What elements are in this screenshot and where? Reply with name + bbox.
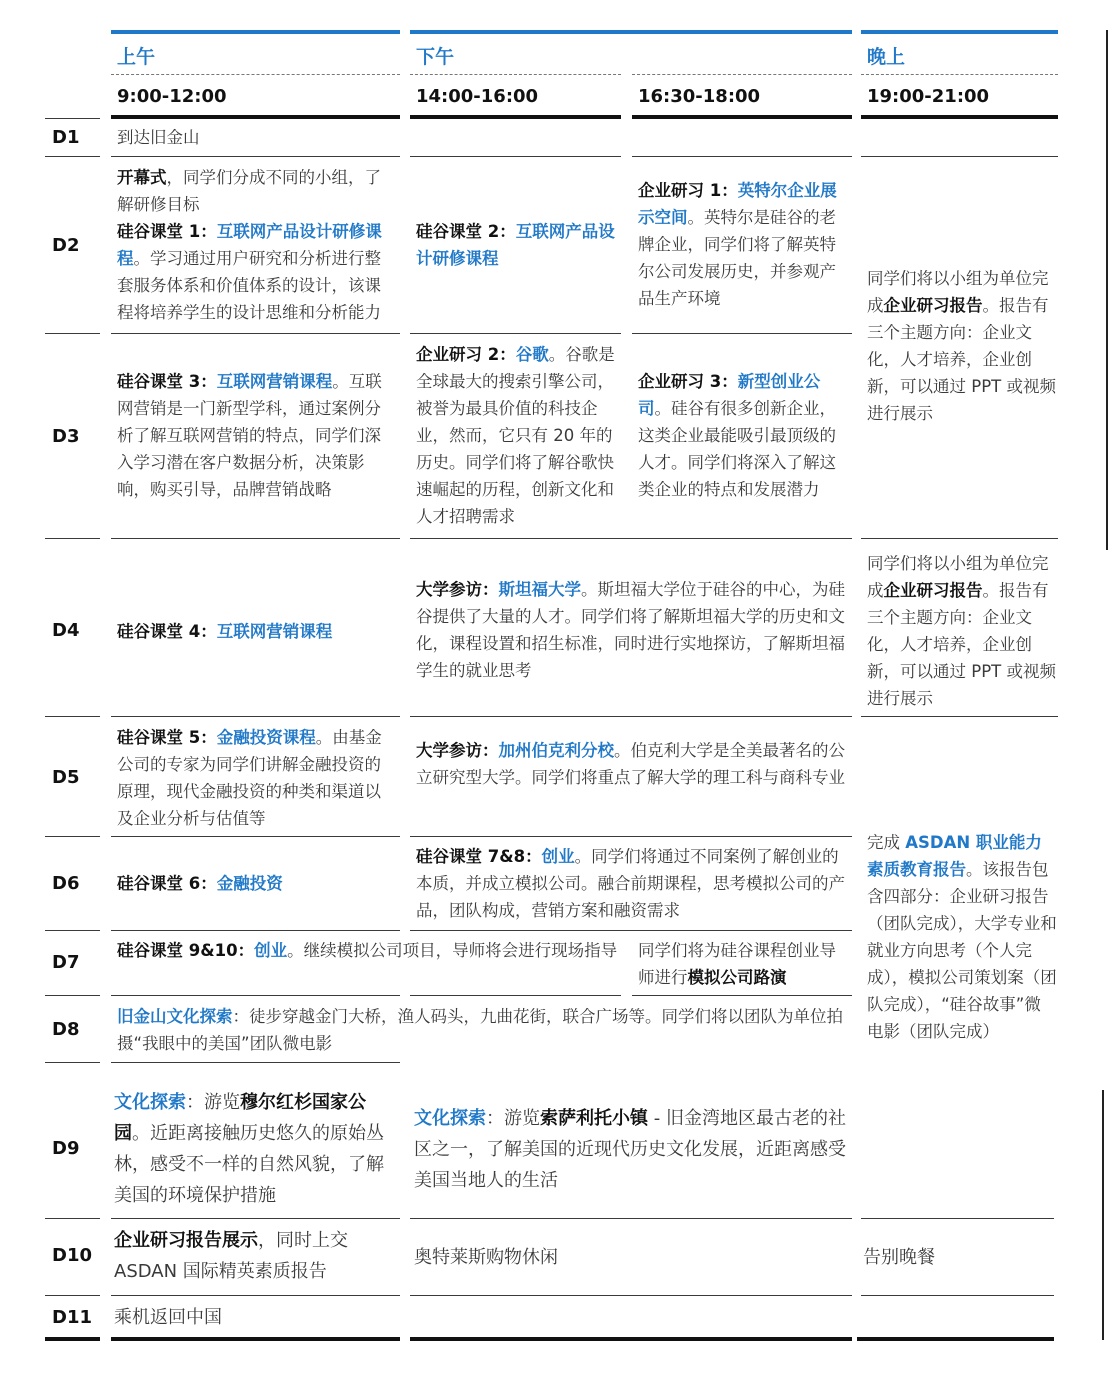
d3-a2-title: 企业研习 3：	[638, 372, 738, 391]
evening-report-d2-d3	[867, 265, 1057, 427]
d9-afternoon	[414, 1103, 852, 1196]
d3-course-desc: 。互联网营销是一门新型学科，通过案例分析了解互联网营销的特点，同学们深入学习潜在客户数据分析，决策影响，购买引导，品牌营销战略	[117, 372, 382, 499]
d2-afternoon-2	[638, 177, 850, 312]
d4-afternoon	[416, 576, 850, 684]
d10-a-text: 奥特莱斯购物休闲	[414, 1247, 558, 1268]
d9-morning	[114, 1087, 399, 1211]
row-rule	[861, 1218, 1054, 1219]
d7-a-desc: 同学们将为硅谷课程创业导师进行	[638, 941, 836, 987]
header-rule	[410, 115, 621, 119]
evening-asdan-title: ASDAN 职业能力素质教育报告	[867, 833, 1042, 879]
d2-a1-title: 硅谷课堂 2：	[416, 222, 516, 241]
evening-report-title: 企业研习报告	[883, 296, 983, 315]
page-edge-bar	[1102, 1090, 1104, 1340]
header-divider	[111, 74, 400, 75]
row-rule	[111, 1295, 400, 1296]
d6-morning	[117, 870, 397, 897]
row-rule	[861, 156, 1058, 157]
evening-report-title: 企业研习报告	[883, 581, 983, 600]
d3-a1-title: 企业研习 2：	[416, 345, 516, 364]
d3-a1-desc: 。谷歌是全球最大的搜索引擎公司，被誉为最具价值的科技企业，然而，它只有 20 年的历史。同学们将了解谷歌快速崛起的历程，创新文化和人才招聘需求	[416, 345, 615, 526]
d3-course-name: 互联网营销课程	[216, 372, 333, 391]
row-rule	[45, 1218, 100, 1219]
d6-a-course: 创业	[541, 847, 575, 866]
d3-a2-company: 新型创业公司	[638, 372, 821, 418]
d4-visit-desc: 。斯坦福大学位于硅谷的中心，为硅谷提供了大量的人才。同学们将了解斯坦福大学的历史和文化，课程设置和招生标准，同时进行实地探访，了解斯坦福学生的就业思考	[416, 580, 845, 680]
day-label-d1: D1	[52, 127, 80, 148]
d4-course-name: 互联网营销课程	[216, 622, 333, 641]
day-label-d3: D3	[52, 426, 80, 447]
row-rule	[632, 333, 852, 334]
d8-fullday	[117, 1003, 852, 1057]
time-slot-2: 14:00-16:00	[416, 86, 539, 107]
evening-report-desc: 。报告有三个主题方向：企业文化，人才培养，企业创新，可以通过 PPT 或视频进行展示	[867, 296, 1056, 423]
d2-a1-course: 互联网产品设计研修课程	[416, 222, 615, 268]
header-bar-evening	[861, 30, 1058, 34]
d6-afternoon	[416, 843, 850, 924]
d6-course-name: 金融投资	[216, 874, 283, 893]
d9-a-place: 索萨利托小镇	[540, 1108, 648, 1129]
d2-a2-title: 企业研习 1：	[638, 181, 738, 200]
row-rule	[111, 333, 400, 334]
d5-visit-title: 大学参访：	[416, 741, 499, 760]
d9-m-place: 穆尔红杉国家公园	[114, 1092, 366, 1144]
day-label-d11: D11	[52, 1307, 92, 1328]
row-rule	[45, 118, 100, 119]
page-edge-bar	[1106, 30, 1108, 550]
d1-morning-text: 到达旧金山	[117, 128, 200, 147]
header-rule	[861, 115, 1058, 119]
evening-asdan-report	[867, 829, 1057, 1045]
d8-title: 旧金山文化探索	[117, 1007, 233, 1026]
d7-morning	[117, 937, 627, 964]
day-label-d8: D8	[52, 1019, 80, 1040]
d2-course-title: 硅谷课堂 1：	[117, 222, 217, 241]
day-label-d4: D4	[52, 620, 80, 641]
row-rule	[632, 995, 852, 996]
d5-morning	[117, 724, 397, 832]
time-slot-4: 19:00-21:00	[867, 86, 990, 107]
day-label-d7: D7	[52, 952, 80, 973]
day-label-d9: D9	[52, 1138, 80, 1159]
row-rule	[45, 538, 100, 539]
d9-a-desc: - 旧金湾地区最古老的社区之一，了解美国的近现代历史文化发展，近距离感受美国当地人的生活	[414, 1108, 846, 1191]
row-rule	[111, 1062, 400, 1063]
d4-morning	[117, 618, 397, 645]
row-rule	[410, 538, 852, 539]
d7-course-title: 硅谷课堂 9&10：	[117, 941, 255, 960]
row-rule	[111, 995, 400, 996]
row-rule	[45, 156, 100, 157]
evening-asdan-intro: 完成	[867, 833, 906, 852]
header-rule	[111, 115, 400, 119]
row-rule	[410, 1218, 852, 1219]
d9-a-visit: ：游览	[486, 1108, 540, 1129]
table-bottom-rule	[111, 1337, 400, 1341]
d3-afternoon-2	[638, 368, 850, 503]
d5-afternoon	[416, 737, 850, 791]
d4-visit-school: 斯坦福大学	[498, 580, 581, 599]
evening-report-intro: 同学们将以小组为单位完成	[867, 269, 1049, 315]
row-rule	[111, 930, 400, 931]
d11-m-text: 乘机返回中国	[114, 1307, 222, 1328]
day-label-d2: D2	[52, 235, 80, 256]
d5-course-title: 硅谷课堂 5：	[117, 728, 217, 747]
d9-a-title: 文化探索	[414, 1108, 486, 1129]
d9-m-visit: ：游览	[186, 1092, 240, 1113]
header-morning: 上午	[117, 46, 156, 68]
d10-evening	[863, 1242, 1053, 1273]
d7-course-name: 创业	[254, 941, 288, 960]
row-rule	[45, 995, 100, 996]
d3-a1-company: 谷歌	[515, 345, 549, 364]
d10-e-text: 告别晚餐	[863, 1247, 935, 1268]
row-rule	[410, 995, 621, 996]
header-divider	[861, 74, 1058, 75]
row-rule	[45, 836, 100, 837]
d2-morning	[117, 164, 397, 326]
d9-m-desc: 。近距离接触历史悠久的原始丛林，感受不一样的自然风貌，了解美国的环境保护措施	[114, 1123, 384, 1206]
d7-a-roadshow: 模拟公司路演	[687, 968, 787, 987]
header-rule	[632, 115, 852, 119]
d2-course-desc: 。学习通过用户研究和分析进行整套服务体系和价值体系的设计，该课程将培养学生的设计思维和分析能力	[117, 249, 381, 322]
header-bar-morning	[111, 30, 400, 34]
d4-visit-title: 大学参访：	[416, 580, 499, 599]
d11-morning	[114, 1302, 399, 1333]
d2-opening-desc: ，同学们分成不同的小组，了解研修目标	[117, 168, 381, 214]
row-rule	[632, 156, 852, 157]
row-rule	[45, 1295, 100, 1296]
row-rule	[410, 333, 621, 334]
row-rule	[45, 333, 100, 334]
row-rule	[111, 716, 400, 717]
header-evening: 晚上	[867, 46, 906, 68]
row-rule	[410, 716, 852, 717]
d2-afternoon-1	[416, 218, 621, 272]
d5-course-name: 金融投资课程	[216, 728, 316, 747]
header-bar-afternoon	[410, 30, 852, 34]
row-rule	[861, 538, 1058, 539]
d10-afternoon	[414, 1242, 844, 1273]
table-bottom-rule	[45, 1337, 100, 1341]
row-rule	[111, 538, 400, 539]
evening-asdan-desc: 。该报告包含四部分：企业研习报告（团队完成），大学专业和就业方向思考（个人完成），模拟公司策划案（团队完成），“硅谷故事”微电影（团队完成）	[867, 860, 1057, 1041]
d3-afternoon-1	[416, 341, 621, 530]
row-rule	[410, 156, 621, 157]
d2-a2-desc: 。英特尔是硅谷的老牌企业，同学们将了解英特尔公司发展历史，并参观产品生产环境	[638, 208, 836, 308]
row-rule	[45, 1062, 100, 1063]
row-rule	[45, 930, 100, 931]
d7-afternoon	[638, 937, 850, 991]
header-divider	[410, 74, 621, 75]
d3-course-title: 硅谷课堂 3：	[117, 372, 217, 391]
d6-course-title: 硅谷课堂 6：	[117, 874, 217, 893]
row-rule	[45, 716, 100, 717]
row-rule	[861, 716, 1058, 717]
d5-visit-school: 加州伯克利分校	[498, 741, 614, 760]
row-rule	[410, 1295, 852, 1296]
row-rule	[861, 1295, 1054, 1296]
day-label-d6: D6	[52, 873, 80, 894]
evening-report-intro: 同学们将以小组为单位完成	[867, 554, 1049, 600]
d2-a2-company: 英特尔企业展示空间	[638, 181, 837, 227]
d6-a-title: 硅谷课堂 7&8：	[416, 847, 542, 866]
evening-report-d4	[867, 550, 1057, 712]
table-bottom-rule	[410, 1337, 852, 1341]
row-rule	[111, 836, 400, 837]
day-label-d5: D5	[52, 767, 80, 788]
d2-course-name: 互联网产品设计研修课程	[117, 222, 382, 268]
time-slot-3: 16:30-18:00	[638, 86, 761, 107]
d10-m-desc: ，同时上交 ASDAN 国际精英素质报告	[114, 1230, 348, 1282]
d5-course-desc: 。由基金公司的专家为同学们讲解金融投资的原理，现代金融投资的种类和渠道以及企业分析与估值等	[117, 728, 382, 828]
row-rule	[410, 930, 852, 931]
day-label-d10: D10	[52, 1245, 92, 1266]
d10-morning	[114, 1225, 399, 1287]
d1-morning	[117, 124, 397, 151]
d10-m-title: 企业研习报告展示	[114, 1230, 258, 1251]
d8-desc: ：徒步穿越金门大桥，渔人码头，九曲花街，联合广场等。同学们将以团队为单位拍摄“我眼中的美国”团队微电影	[117, 1007, 843, 1053]
d6-a-desc: 。同学们将通过不同案例了解创业的本质，并成立模拟公司。融合前期课程，思考模拟公司的产品，团队构成，营销方案和融资需求	[416, 847, 845, 920]
d9-m-title: 文化探索	[114, 1092, 186, 1113]
d4-course-title: 硅谷课堂 4：	[117, 622, 217, 641]
d3-a2-desc: 。硅谷有很多创新企业，这类企业最能吸引最顶级的人才。同学们将深入了解这类企业的特点和发展潜力	[638, 399, 836, 499]
table-bottom-rule	[857, 1337, 1054, 1341]
evening-report-desc: 。报告有三个主题方向：企业文化，人才培养，企业创新，可以通过 PPT 或视频进行展示	[867, 581, 1056, 708]
d5-visit-desc: 。伯克利大学是全美最著名的公立研究型大学。同学们将重点了解大学的理工科与商科专业	[416, 741, 845, 787]
row-rule	[111, 1218, 400, 1219]
row-rule	[410, 836, 852, 837]
d2-opening-title: 开幕式	[117, 168, 167, 187]
header-divider	[632, 74, 852, 75]
time-slot-1: 9:00-12:00	[117, 86, 227, 107]
header-afternoon: 下午	[416, 46, 455, 68]
d7-course-desc: 。继续模拟公司项目，导师将会进行现场指导	[287, 941, 618, 960]
row-rule	[111, 156, 400, 157]
d3-morning	[117, 368, 397, 503]
